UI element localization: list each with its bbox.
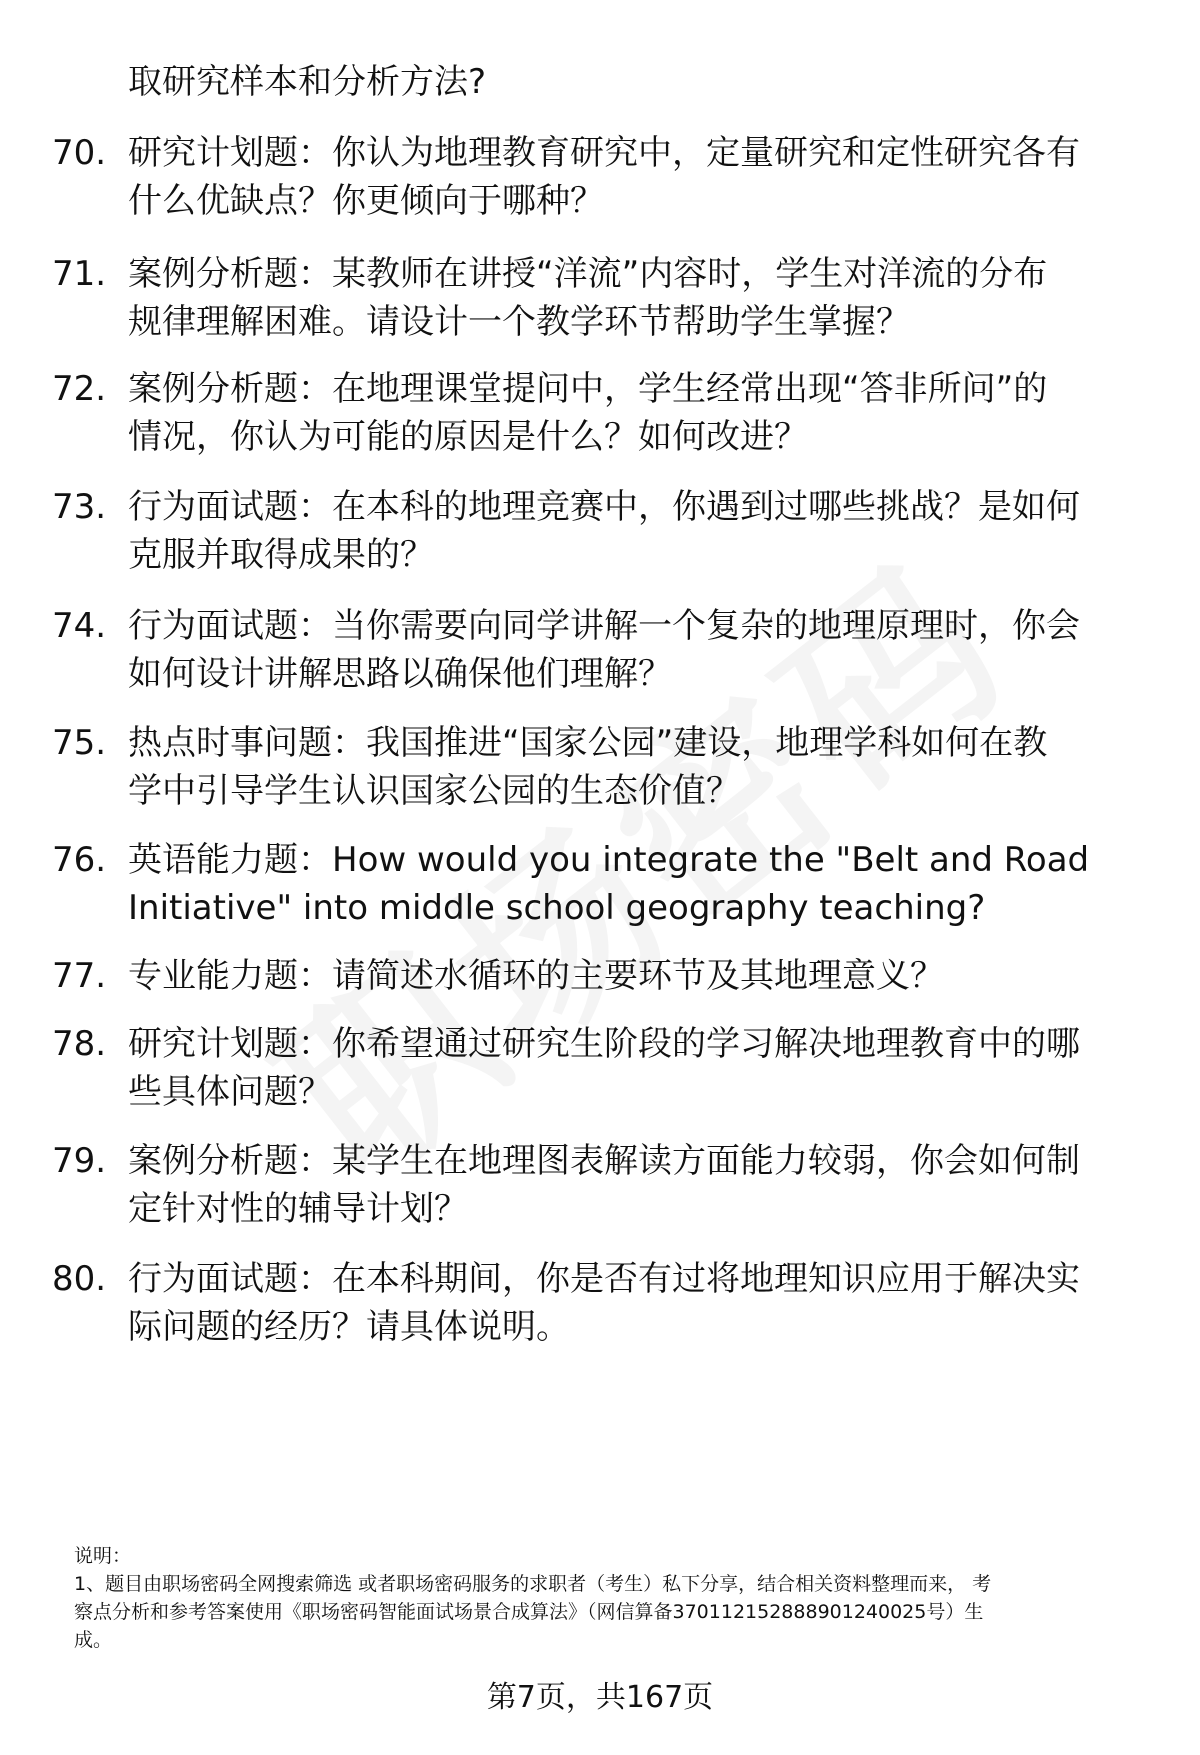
question-number: 75. (52, 723, 107, 763)
question-line: 行为面试题：在本科期间，你是否有过将地理知识应用于解决实 (128, 1259, 1080, 1299)
question-number: 72. (52, 369, 107, 409)
question-line: 研究计划题：你希望通过研究生阶段的学习解决地理教育中的哪 (128, 1024, 1080, 1064)
question-line: 规律理解困难。请设计一个教学环节帮助学生掌握？ (128, 302, 910, 342)
question-text (128, 836, 1138, 932)
question-text (128, 952, 1138, 1000)
question-number: 71. (52, 254, 107, 294)
question-text (128, 719, 1138, 815)
footnote-line: 察点分析和参考答案使用《职场密码智能面试场景合成算法》（网信算备370112152888901240025号）生 (74, 1601, 984, 1623)
question-line: 定针对性的辅导计划？ (128, 1189, 468, 1229)
question-line: 什么优缺点？你更倾向于哪种？ (128, 181, 604, 221)
question-line: 案例分析题：某教师在讲授“洋流”内容时，学生对洋流的分布 (128, 254, 1048, 294)
question-number: 76. (52, 840, 107, 880)
question-number: 77. (52, 956, 107, 996)
footnote-line: 成。 (74, 1629, 113, 1651)
question-number: 74. (52, 606, 107, 646)
question-text (128, 1255, 1138, 1351)
question-continuation: 取研究样本和分析方法? (128, 62, 487, 102)
question-text (128, 250, 1138, 346)
question-line: 行为面试题：当你需要向同学讲解一个复杂的地理原理时，你会 (128, 606, 1080, 646)
page-number: 第7页，共167页 (486, 1680, 714, 1715)
question-line: Initiative" into middle school geography teaching? (128, 888, 986, 928)
question-text (128, 365, 1138, 461)
question-line: 些具体问题？ (128, 1072, 332, 1112)
question-line: 热点时事问题：我国推进“国家公园”建设，地理学科如何在教 (128, 723, 1048, 763)
footnote-heading: 说明： (74, 1545, 132, 1567)
question-line: 情况，你认为可能的原因是什么？如何改进？ (128, 417, 808, 457)
footnote (74, 1542, 1154, 1654)
question-number: 80. (52, 1259, 107, 1299)
question-text (128, 602, 1138, 698)
question-text (128, 483, 1138, 579)
question-line: 研究计划题：你认为地理教育研究中，定量研究和定性研究各有 (128, 133, 1080, 173)
question-number: 78. (52, 1024, 107, 1064)
question-line: 际问题的经历？请具体说明。 (128, 1307, 570, 1347)
question-text (128, 129, 1138, 225)
question-line: 英语能力题：How would you integrate the "Belt and Road (128, 840, 1090, 880)
question-line: 案例分析题：某学生在地理图表解读方面能力较弱，你会如何制 (128, 1141, 1080, 1181)
question-line: 克服并取得成果的？ (128, 535, 434, 575)
question-line: 学中引导学生认识国家公园的生态价值？ (128, 771, 740, 811)
footnote-line: 1、题目由职场密码全网搜索筛选 或者职场密码服务的求职者（考生）私下分享，结合相关资料整理而来， 考 (74, 1573, 992, 1595)
question-text (128, 1020, 1138, 1116)
question-text (128, 1137, 1138, 1233)
question-line: 如何设计讲解思路以确保他们理解？ (128, 654, 672, 694)
question-number: 70. (52, 133, 107, 173)
question-number: 73. (52, 487, 107, 527)
question-line: 专业能力题：请简述水循环的主要环节及其地理意义？ (128, 956, 944, 996)
question-line: 行为面试题：在本科的地理竞赛中，你遇到过哪些挑战？是如何 (128, 487, 1080, 527)
question-number: 79. (52, 1141, 107, 1181)
question-line: 案例分析题：在地理课堂提问中，学生经常出现“答非所问”的 (128, 369, 1048, 409)
